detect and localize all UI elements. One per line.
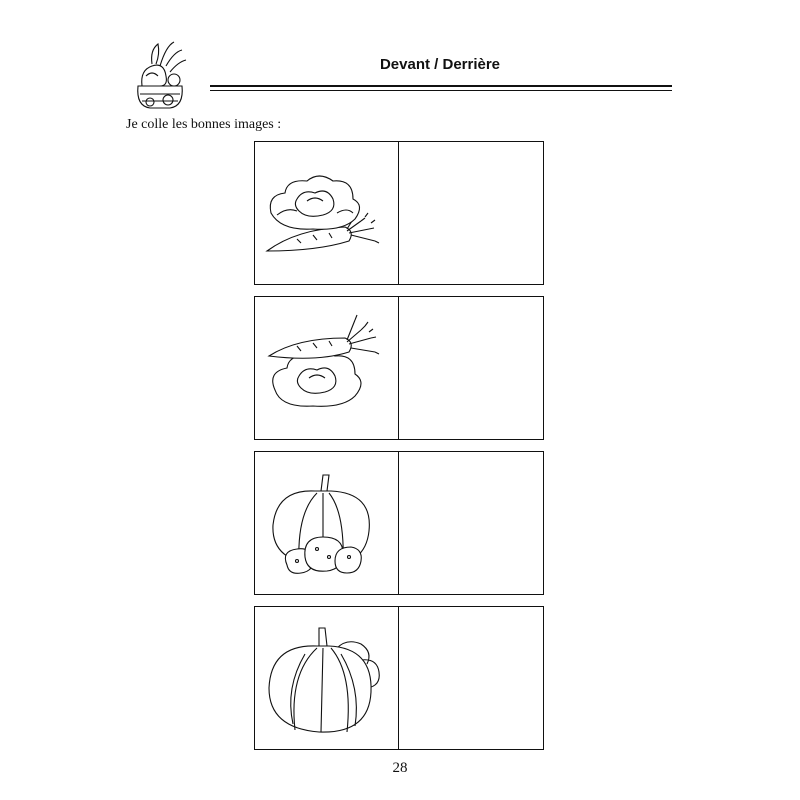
paste-area[interactable] — [399, 607, 543, 749]
image-cell — [255, 452, 399, 594]
page-title: Devant / Derrière — [379, 56, 501, 73]
paste-area[interactable] — [399, 452, 543, 594]
image-cell — [255, 142, 399, 284]
vegetable-basket-logo-icon — [130, 36, 190, 110]
lettuce-in-front-of-carrot-icon — [257, 143, 397, 283]
title-divider — [210, 85, 672, 87]
paste-area[interactable] — [399, 142, 543, 284]
carrot-in-front-of-lettuce-icon — [257, 298, 397, 438]
exercise-row-3 — [254, 451, 544, 595]
exercise-row-4 — [254, 606, 544, 750]
paste-area[interactable] — [399, 297, 543, 439]
instruction-text: Je colle les bonnes images : — [126, 117, 282, 132]
image-cell — [255, 297, 399, 439]
page-number: 28 — [392, 760, 408, 776]
title-divider-thin — [210, 90, 672, 91]
exercise-row-1 — [254, 141, 544, 285]
image-cell — [255, 607, 399, 749]
pumpkin-in-front-of-potatoes-icon — [257, 608, 397, 748]
exercise-row-2 — [254, 296, 544, 440]
potatoes-in-front-of-pumpkin-icon — [257, 453, 397, 593]
